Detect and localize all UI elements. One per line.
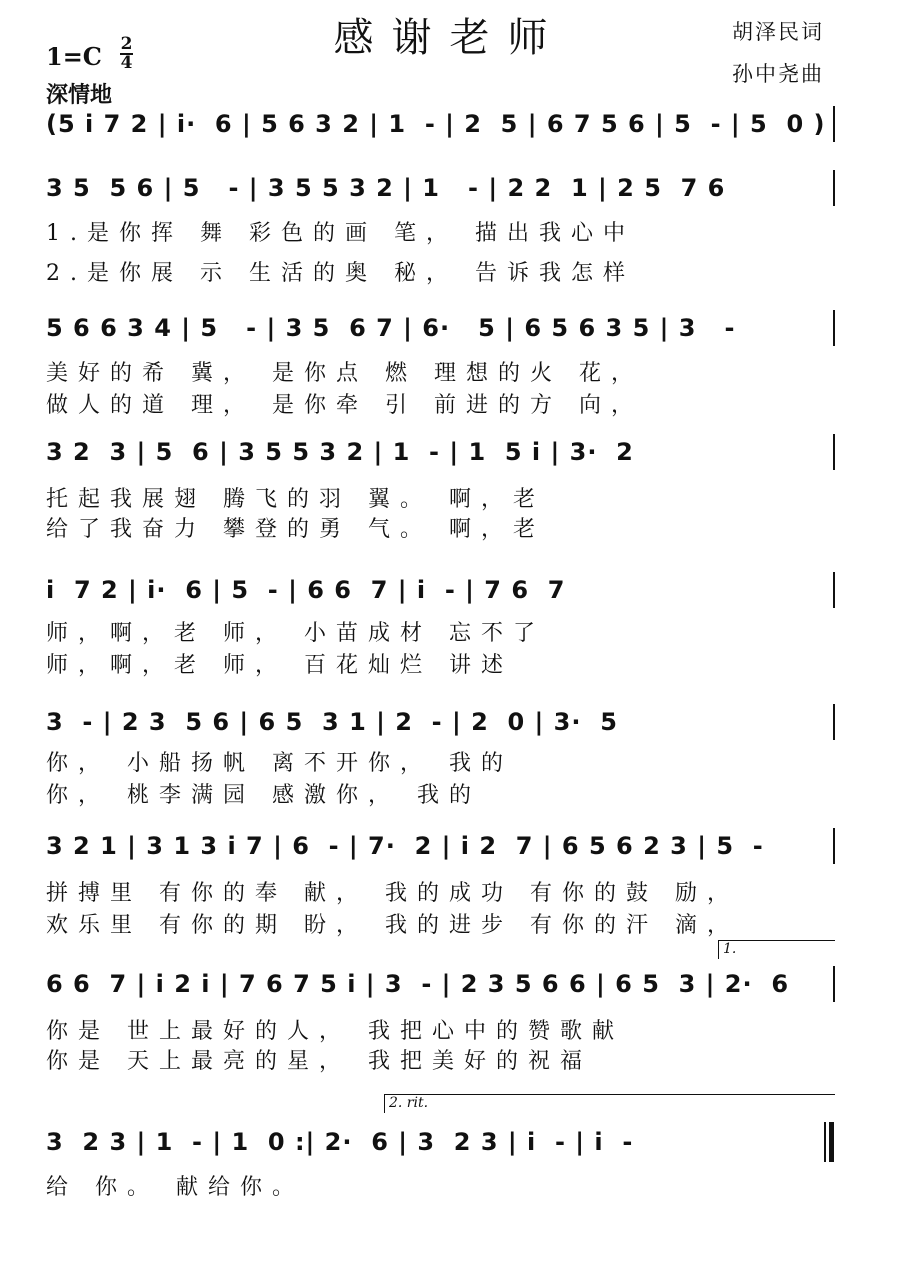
system-barline — [833, 310, 835, 346]
notation-line: 3 - | 2 3 5 6 | 6 5 3 1 | 2 - | 2 0 | 3· 5 — [46, 708, 618, 736]
tempo-marking: 深情地 — [46, 82, 113, 108]
lyric-verse-2: 欢乐里 有你的期 盼， 我的进步 有你的汗 滴， — [46, 913, 739, 938]
music-system-4 — [0, 432, 899, 582]
notation-line: 3 5 5 6 | 5 - | 3 5 5 3 2 | 1 - | 2 2 1 | 2 5 7 6 — [46, 174, 726, 202]
time-signature — [120, 36, 133, 72]
first-ending-bracket: 1. — [718, 940, 835, 959]
song-title: 感谢老师 — [333, 15, 566, 61]
notation-line: 3 2 3 | 1 - | 1 0 :| 2· 6 | 3 2 3 | i - | i - — [46, 1128, 634, 1156]
lyric-verse-1: 给 你。 献给你。 — [46, 1175, 304, 1200]
lyric-verse-1: 拼搏里 有你的奉 献， 我的成功 有你的鼓 励， — [46, 881, 739, 906]
music-system-2 — [0, 168, 899, 318]
time-numerator: 2 — [120, 34, 133, 54]
system-barline — [833, 434, 835, 470]
system-barline — [833, 170, 835, 206]
key-signature: 1=C — [46, 42, 102, 71]
final-barline-thick — [829, 1122, 834, 1162]
lyric-verse-1: 师，啊，老 师， 小苗成材 忘不了 — [46, 621, 545, 646]
lyric-verse-1: 你， 小船扬帆 离不开你， 我的 — [46, 751, 513, 776]
second-ending-bracket: 2. rit. — [384, 1094, 835, 1113]
lyric-verse-2: 给了我奋力 攀登的勇 气。 啊，老 — [46, 517, 545, 542]
composer-credit: 孙中尧曲 — [732, 62, 824, 86]
system-barline — [833, 966, 835, 1002]
final-barline-thin — [824, 1122, 826, 1162]
lyric-verse-2: 师，啊，老 师， 百花灿烂 讲述 — [46, 653, 513, 678]
music-system-9 — [0, 1122, 899, 1272]
time-denominator: 4 — [120, 53, 133, 73]
lyric-verse-1: 托起我展翅 腾飞的羽 翼。 啊，老 — [46, 487, 545, 512]
system-barline — [833, 572, 835, 608]
lyric-verse-1: 1.是你挥 舞 彩色的画 笔， 描出我心中 — [46, 221, 635, 246]
lyric-verse-1: 美好的希 冀， 是你点 燃 理想的火 花， — [46, 361, 643, 386]
notation-line: 6 6 7 | i 2 i | 7 6 7 5 i | 3 - | 2 3 5 6 6 | 6 5 3 | 2· 6 — [46, 970, 790, 998]
final-barline — [833, 106, 835, 142]
music-system-5 — [0, 570, 899, 720]
notation-line: 3 2 1 | 3 1 3 i 7 | 6 - | 7· 2 | i 2 7 | 6 5 6 2 3 | 5 - — [46, 832, 764, 860]
notation-line: (5 i 7 2 | i· 6 | 5 6 3 2 | 1 - | 2 5 | 6 7 5 6 | 5 - | 5 0 ) — [46, 110, 826, 138]
lyric-verse-2: 做人的道 理， 是你牵 引 前进的方 向， — [46, 393, 643, 418]
lyric-verse-2: 你， 桃李满园 感激你， 我的 — [46, 783, 481, 808]
lyric-verse-2: 你是 天上最亮的星， 我把美好的祝福 — [46, 1049, 592, 1074]
notation-line: 3 2 3 | 5 6 | 3 5 5 3 2 | 1 - | 1 5 i | 3· 2 — [46, 438, 634, 466]
system-barline — [833, 704, 835, 740]
lyric-verse-1: 你是 世上最好的人， 我把心中的赞歌献 — [46, 1019, 624, 1044]
notation-line: i 7 2 | i· 6 | 5 - | 6 6 7 | i - | 7 6 7 — [46, 576, 566, 604]
lyric-verse-2: 2.是你展 示 生活的奥 秘， 告诉我怎样 — [46, 261, 635, 286]
notation-line: 5 6 6 3 4 | 5 - | 3 5 6 7 | 6· 5 | 6 5 6 3 5 | 3 - — [46, 314, 736, 342]
system-barline — [833, 828, 835, 864]
lyricist-credit: 胡泽民词 — [732, 20, 824, 44]
music-system-8 — [0, 964, 899, 1114]
